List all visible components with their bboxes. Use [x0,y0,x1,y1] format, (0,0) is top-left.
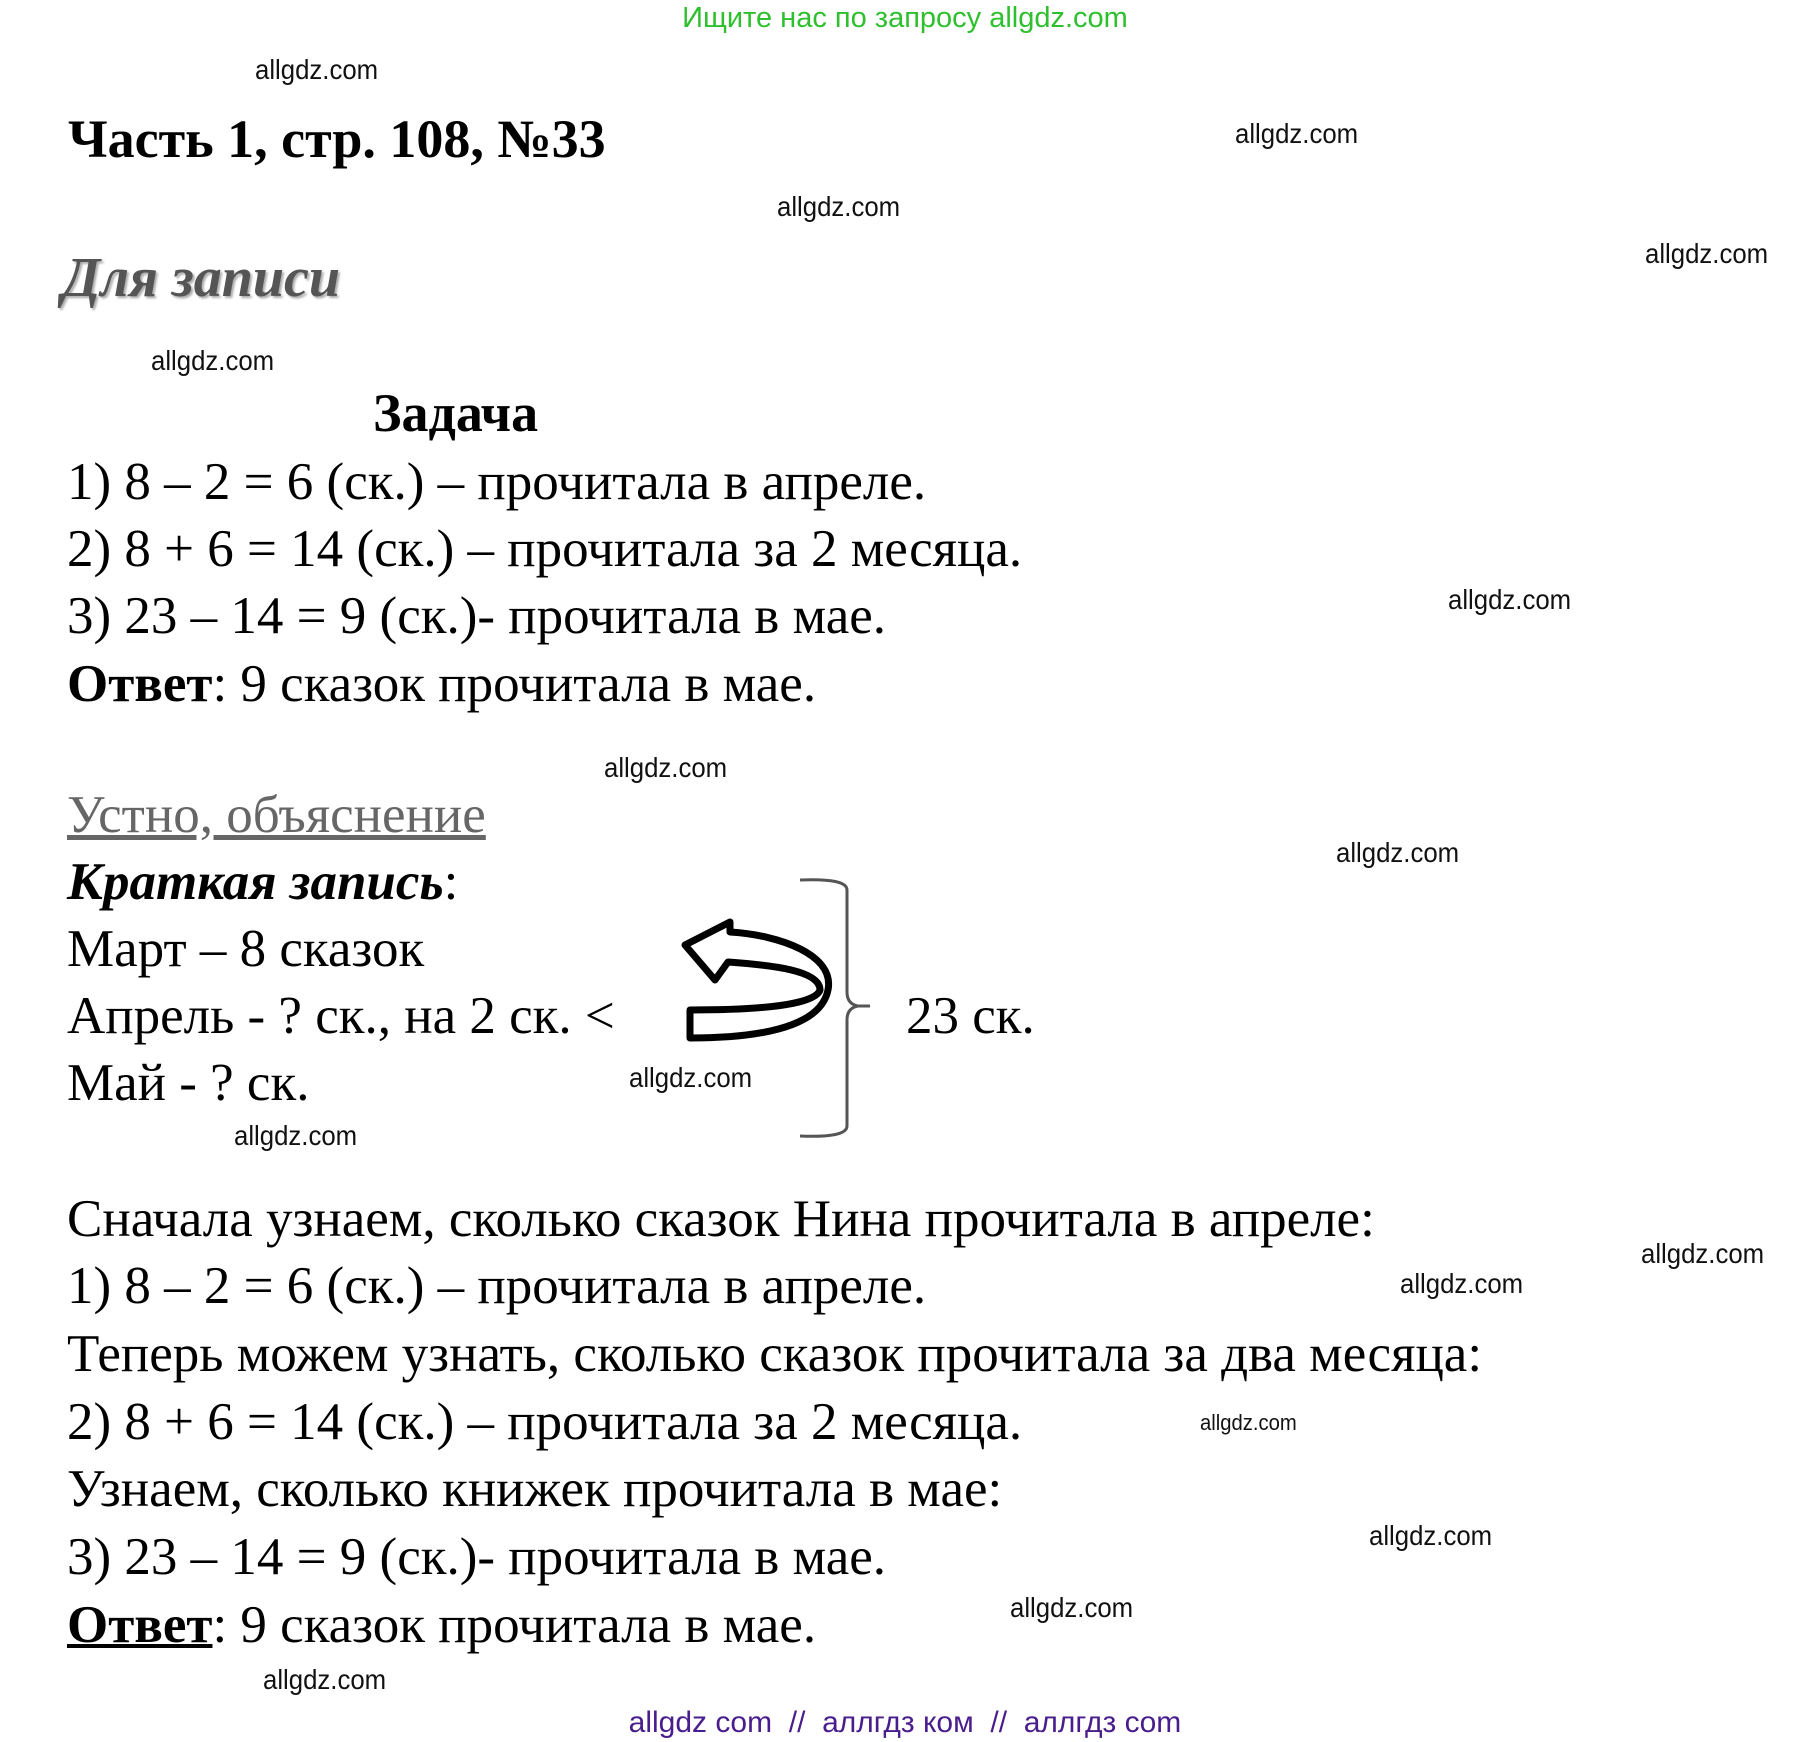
task-heading: Задача [373,383,539,443]
curved-arrow-and-brace [670,870,870,1150]
watermark: allgdz.com [1235,118,1359,149]
watermark: allgdz.com [604,752,728,783]
watermark: allgdz.com [629,1062,753,1093]
watermark: allgdz.com [234,1120,358,1151]
curved-arrow-icon [685,922,829,1038]
answer-text: : 9 сказок прочитала в мае. [212,655,817,713]
short-note-label: Краткая запись [67,853,444,911]
short-note-total: 23 ск. [906,987,1035,1045]
answer-line [67,655,816,713]
section-heading-oral: Устно, объяснение [67,786,486,844]
watermark: allgdz.com [263,1664,387,1695]
watermark: allgdz.com [1400,1268,1524,1299]
short-note-colon: : [443,853,459,911]
answer-text: : 9 сказок прочитала в мае. [212,1596,817,1654]
final-answer-line [67,1596,816,1654]
explanation-line: 2) 8 + 6 = 14 (ск.) – прочитала за 2 месяца. [67,1393,1023,1451]
explanation-line: 1) 8 – 2 = 6 (ск.) – прочитала в апреле. [67,1257,927,1315]
short-note-heading [67,853,458,911]
footer-watermark: allgdz com // аллгдз ком // аллгдз com [628,1706,1182,1739]
watermark: allgdz.com [151,345,275,376]
watermark: allgdz.com [777,191,901,222]
answer-label: Ответ [67,1596,213,1654]
watermark: allgdz.com [1645,238,1769,269]
watermark: allgdz.com [1010,1592,1134,1623]
solution-step-1: 1) 8 – 2 = 6 (ск.) – прочитала в апреле. [67,453,927,511]
watermark: allgdz.com [1641,1238,1765,1269]
short-note-may: Май - ? ск. [67,1054,310,1112]
explanation-line: 3) 23 – 14 = 9 (ск.)- прочитала в мае. [67,1528,887,1586]
explanation-line: Сначала узнаем, сколько сказок Нина прочитала в апреле: [67,1190,1375,1248]
explanation-line: Теперь можем узнать, сколько сказок прочитала за два месяца: [67,1325,1483,1383]
short-note-april: Апрель - ? ск., на 2 ск. < [67,987,615,1045]
watermark: allgdz.com [1200,1410,1297,1435]
watermark: allgdz.com [1336,837,1460,868]
watermark: allgdz.com [255,54,379,85]
watermark: allgdz.com [1448,584,1572,615]
solution-step-3: 3) 23 – 14 = 9 (ск.)- прочитала в мае. [67,587,887,645]
watermark: allgdz.com [1369,1520,1493,1551]
solution-step-2: 2) 8 + 6 = 14 (ск.) – прочитала за 2 месяца. [67,520,1023,578]
answer-label: Ответ [67,655,213,713]
section-heading-record: Для записи [62,247,340,309]
short-note-march: Март – 8 сказок [67,920,425,978]
search-banner: Ищите нас по запросу allgdz.com [682,2,1128,34]
page-title: Часть 1, стр. 108, №33 [68,109,606,169]
explanation-line: Узнаем, сколько книжек прочитала в мае: [67,1460,1003,1518]
